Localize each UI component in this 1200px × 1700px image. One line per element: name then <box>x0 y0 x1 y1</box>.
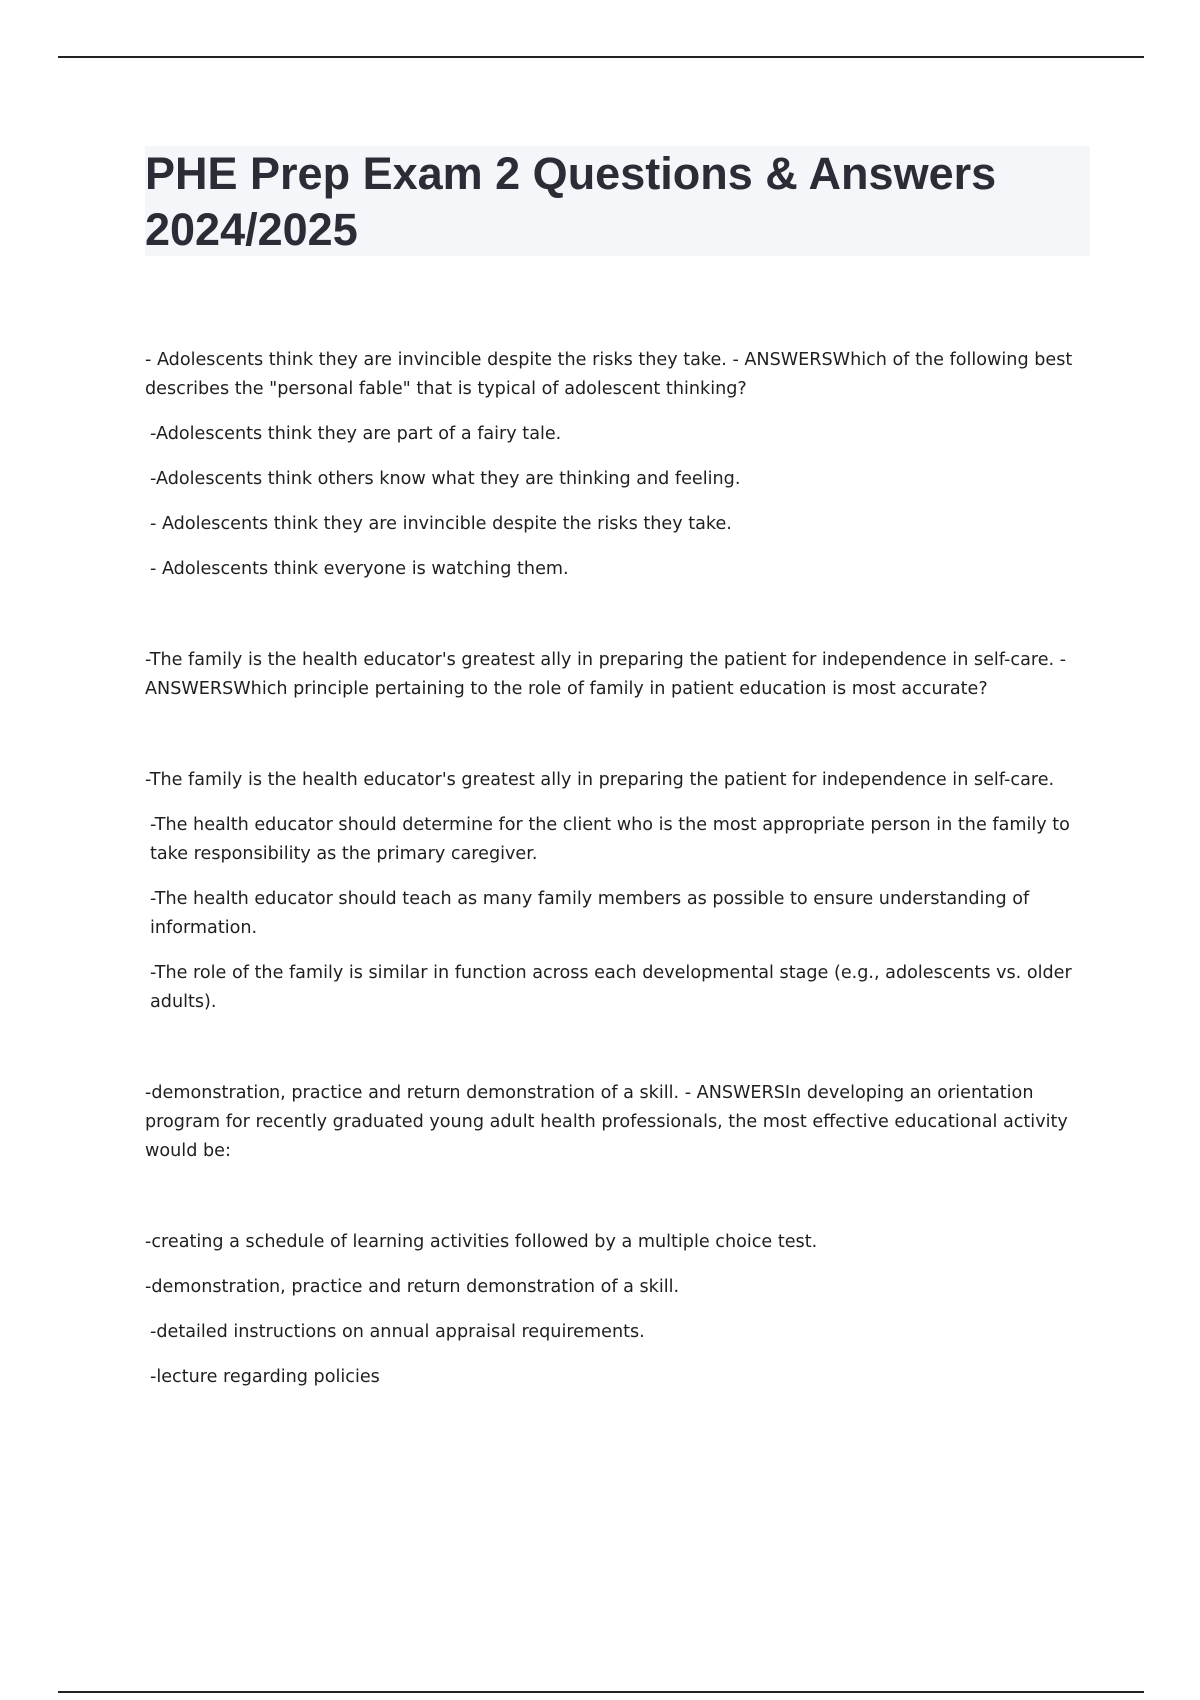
answer-option: -The family is the health educator's greatest ally in preparing the patient for independence in self-care. <box>145 770 1055 790</box>
answer-option: -The health educator should teach as many family members as possible to ensure understanding of information. <box>150 889 1030 938</box>
bottom-rule <box>58 1691 1144 1693</box>
question-text: - Adolescents think they are invincible despite the risks they take. - ANSWERSWhich of the following best describes the "personal fable" that is typical of adolescent thinking? <box>145 350 1073 399</box>
question-text: -The family is the health educator's greatest ally in preparing the patient for independence in self-care. - ANSWERSWhich principle pertaining to the role of family in patient education is most accurate? <box>145 650 1067 699</box>
answer-option: -creating a schedule of learning activities followed by a multiple choice test. <box>145 1232 818 1252</box>
answer-option: -The health educator should determine for the client who is the most appropriate person in the family to take responsibility as the primary caregiver. <box>150 815 1070 864</box>
document-body <box>145 346 1090 1408</box>
page-title: PHE Prep Exam 2 Questions & Answers 2024/2025 <box>145 148 997 255</box>
answer-option: -Adolescents think others know what they are thinking and feeling. <box>150 469 741 489</box>
title-banner <box>145 146 1090 256</box>
spacer <box>145 720 1090 766</box>
question-block-1 <box>145 346 1090 584</box>
question-block-2 <box>145 646 1090 1017</box>
answer-option: -The role of the family is similar in function across each developmental stage (e.g., adolescents vs. older adults). <box>150 963 1072 1012</box>
answer-option: -Adolescents think they are part of a fairy tale. <box>150 424 562 444</box>
answer-option: -lecture regarding policies <box>150 1367 380 1387</box>
spacer <box>145 600 1090 646</box>
question-text: -demonstration, practice and return demonstration of a skill. - ANSWERSIn developing an orientation program for recently graduated young adult health professionals, the most effective educational activity would be: <box>145 1083 1068 1161</box>
answer-option: -demonstration, practice and return demonstration of a skill. <box>145 1277 680 1297</box>
answer-option: -detailed instructions on annual appraisal requirements. <box>150 1322 645 1342</box>
answer-option: - Adolescents think they are invincible despite the risks they take. <box>150 514 732 534</box>
question-block-3 <box>145 1079 1090 1392</box>
spacer <box>145 1033 1090 1079</box>
spacer <box>145 1182 1090 1228</box>
answer-option: - Adolescents think everyone is watching them. <box>150 559 569 579</box>
top-rule <box>58 56 1144 58</box>
